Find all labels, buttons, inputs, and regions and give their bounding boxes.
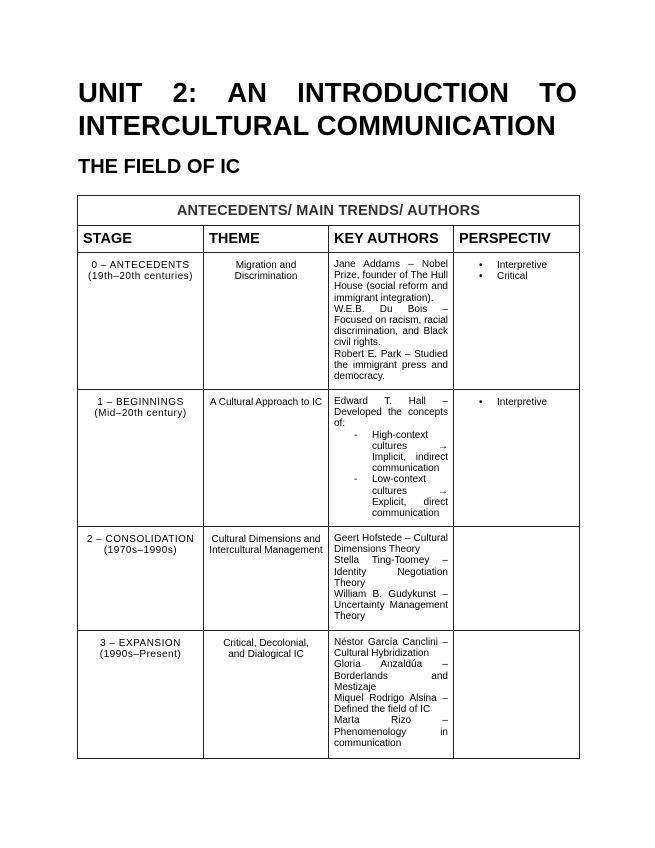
section-heading: THE FIELD OF IC <box>78 156 241 178</box>
stage-cell <box>78 527 204 631</box>
bullet-icon: • <box>479 397 483 408</box>
bullet-icon: • <box>479 271 483 282</box>
author-entry: Néstor García Canclini – Cultural Hybridization <box>334 637 448 660</box>
table-header-row <box>78 226 580 253</box>
table-row <box>78 390 580 527</box>
title-word: AN <box>227 77 268 108</box>
bullet-icon: • <box>479 260 483 271</box>
stage-cell <box>78 253 204 390</box>
table-row <box>78 253 580 390</box>
perspective-cell <box>454 527 580 631</box>
perspective-item <box>479 271 579 282</box>
dash-icon: - <box>354 474 358 486</box>
stage-name: 2 – CONSOLIDATION <box>86 534 195 545</box>
concept-text: Low-context cultures → Explicit, direct communication <box>372 474 448 520</box>
authors-cell <box>329 631 454 759</box>
theme-cell <box>204 631 329 759</box>
author-entry: Stella Ting-Toomey – Identity Negotiation Theory <box>334 555 448 589</box>
author-entry: Edward T. Hall – Developed the concepts of: <box>334 396 448 430</box>
document-title <box>78 76 577 142</box>
stage-name: 3 – EXPANSION <box>100 638 181 649</box>
table-row <box>78 527 580 631</box>
header-theme: THEME <box>204 226 329 253</box>
theme-text: Cultural Dimensions and Intercultural Management <box>209 534 323 556</box>
author-entry: Miquel Rodrigo Alsina – Defined the field of IC <box>334 693 448 716</box>
dash-icon: - <box>354 429 358 441</box>
title-word: 2: <box>172 77 198 108</box>
stage-period: (Mid–20th century) <box>94 408 187 419</box>
stage-name: 1 – BEGINNINGS <box>97 397 184 408</box>
perspective-cell <box>454 253 580 390</box>
perspective-label: Critical <box>497 271 528 282</box>
concept-item <box>354 430 448 475</box>
authors-cell <box>329 527 454 631</box>
perspective-item <box>479 397 579 408</box>
title-word: INTRODUCTION <box>297 77 510 108</box>
title-line-1 <box>78 76 577 109</box>
perspective-label: Interpretive <box>497 260 548 271</box>
stage-period: (1970s–1990s) <box>103 545 178 556</box>
authors-cell <box>329 390 454 527</box>
theme-text: Migration and Discrimination <box>234 260 298 282</box>
author-entry: Jane Addams – Nobel Prize, founder of The Hull House (social reform and immigrant integration). <box>334 259 448 304</box>
title-word: UNIT <box>78 77 143 108</box>
author-entry: Gloria Anzaldúa – Borderlands and Mestizaje <box>334 659 448 693</box>
header-perspective: PERSPECTIV <box>454 226 580 253</box>
header-key-authors: KEY AUTHORS <box>329 226 454 253</box>
perspective-label: Interpretive <box>497 397 548 408</box>
perspective-cell <box>454 390 580 527</box>
stage-cell <box>78 390 204 527</box>
stage-period: (1990s–Present) <box>99 649 182 660</box>
theme-cell <box>204 390 329 527</box>
theme-cell <box>204 253 329 390</box>
theme-text: Critical, Decolonial, and Dialogical IC <box>223 638 309 660</box>
concept-list <box>334 430 448 520</box>
perspective-list <box>454 260 579 282</box>
stage-cell <box>78 631 204 759</box>
theme-text: A Cultural Approach to IC <box>209 397 323 408</box>
title-word: TO <box>539 77 577 108</box>
stage-name: 0 – ANTECEDENTS <box>91 260 190 271</box>
perspective-list <box>454 397 579 408</box>
perspective-cell <box>454 631 580 759</box>
author-entry: W.E.B. Du Bois – Focused on racism, racial discrimination, and Black civil rights. <box>334 303 448 349</box>
title-line-2: INTERCULTURAL COMMUNICATION <box>78 110 556 141</box>
stage-period: (19th–20th centuries) <box>87 271 193 282</box>
ic-stages-table <box>77 195 580 759</box>
perspective-item <box>479 260 579 271</box>
table-caption: ANTECEDENTS/ MAIN TRENDS/ AUTHORS <box>78 196 580 226</box>
concept-text: High-context cultures → Implicit, indirect communication <box>372 429 448 475</box>
table-row <box>78 631 580 759</box>
theme-cell <box>204 527 329 631</box>
author-entry: Marta Rizo – Phenomenology in communication <box>334 715 448 749</box>
author-entry: Geert Hofstede – Cultural Dimensions Theory <box>334 533 448 556</box>
author-entry: William B. Gudykunst – Uncertainty Management Theory <box>334 589 448 623</box>
concept-item <box>354 474 448 519</box>
author-entry: Robert E. Park – Studied the immigrant press and democracy. <box>334 348 448 383</box>
authors-cell <box>329 253 454 390</box>
header-stage: STAGE <box>78 226 204 253</box>
